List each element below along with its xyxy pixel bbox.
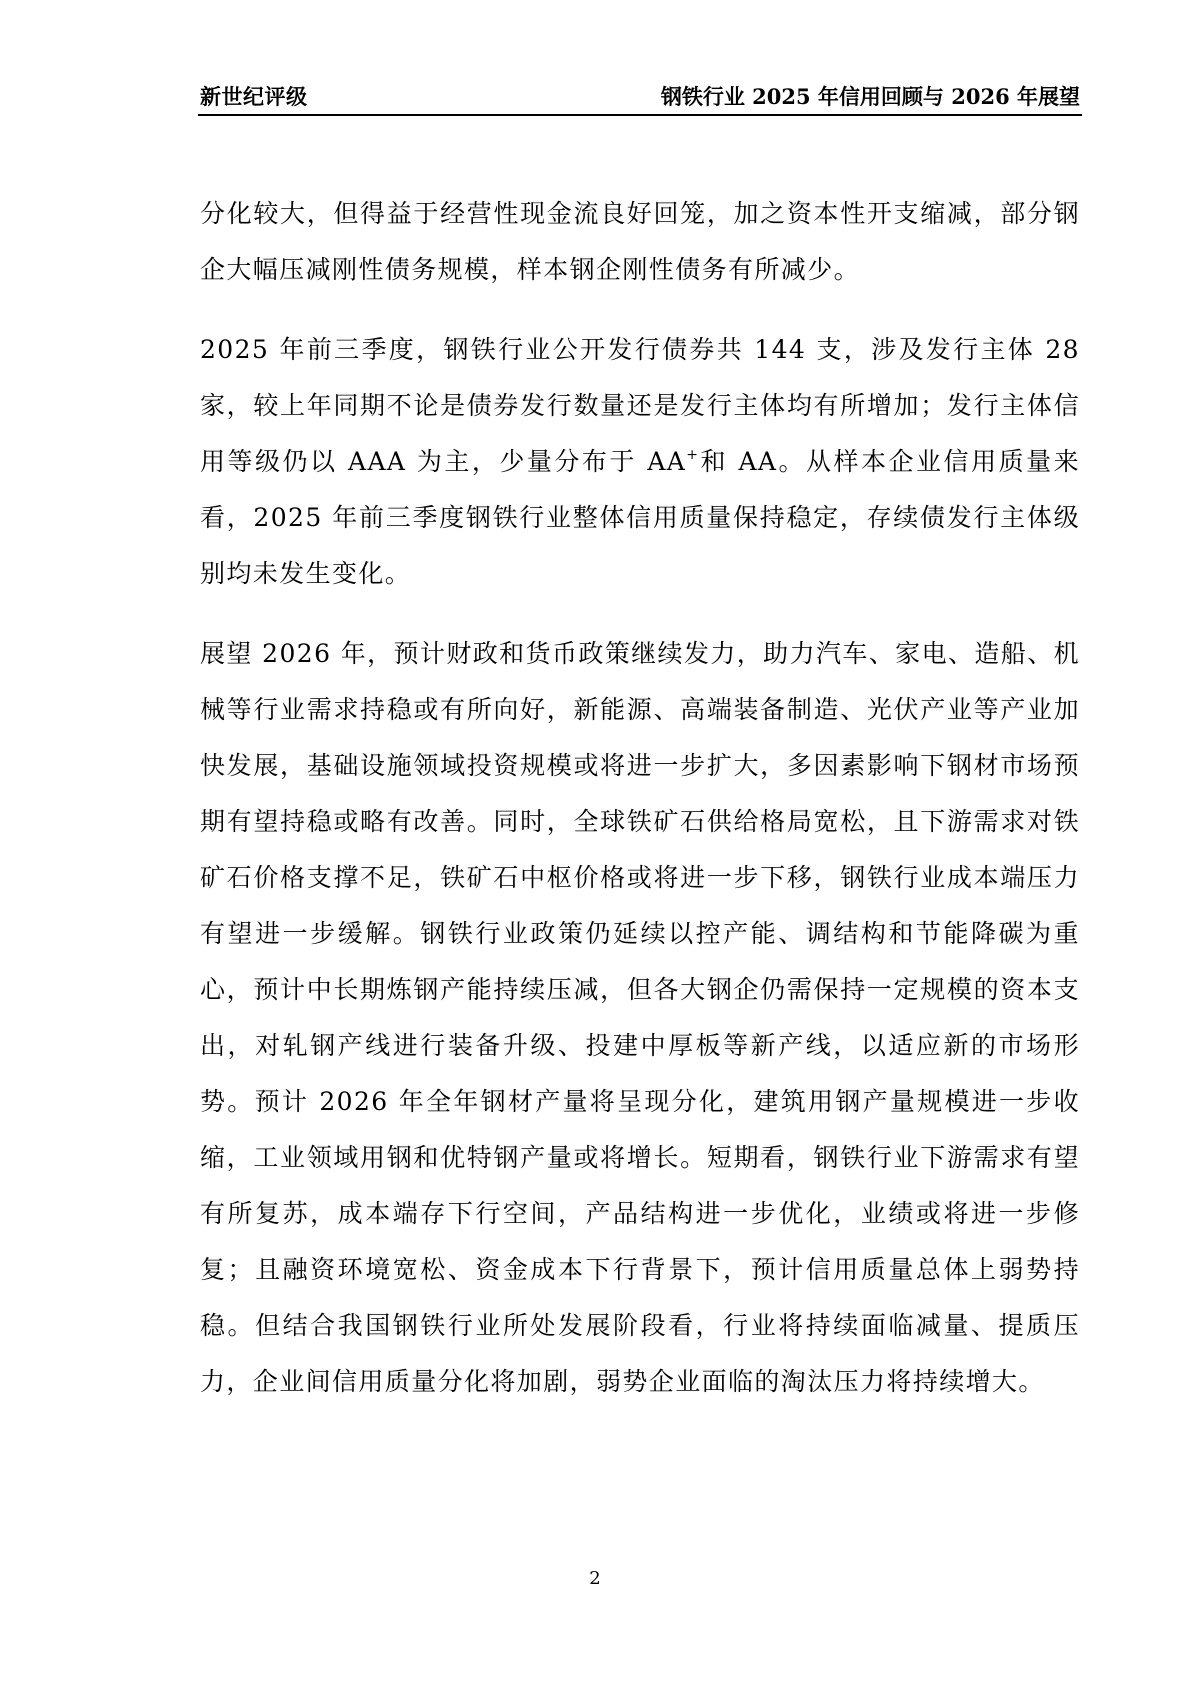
paragraph-bond-issuance [200, 322, 1080, 602]
rating-plus-superscript: + [686, 446, 700, 463]
paragraph-debt-summary: 分化较大，但得益于经营性现金流良好回笼，加之资本性开支缩减，部分钢企大幅压减刚性债务规模，样本钢企刚性债务有所减少。 [200, 199, 1080, 284]
paragraph-bond-issuance-text-2: 和 AA。从样本企业信用质量来看，2025 年前三季度钢铁行业整体信用质量保持稳定，存续债发行主体级别均未发生变化。 [200, 447, 1080, 588]
document-body [200, 186, 1080, 1434]
page-number: 2 [589, 1568, 601, 1589]
header-report-title: 钢铁行业 2025 年信用回顾与 2026 年展望 [660, 84, 1080, 109]
header-organization: 新世纪评级 [200, 85, 308, 109]
paragraph-bond-issuance-text-1: 2025 年前三季度，钢铁行业公开发行债券共 144 支，涉及发行主体 28 家，较上年同期不论是债券发行数量还是发行主体均有所增加；发行主体信用等级仍以 AAA 为主，少量分布于 AA [200, 335, 1080, 476]
page-header [198, 82, 1082, 116]
paragraph-outlook-2026: 展望 2026 年，预计财政和货币政策继续发力，助力汽车、家电、造船、机械等行业需求持稳或有所向好，新能源、高端装备制造、光伏产业等产业加快发展，基础设施领域投资规模或将进一步扩大，多因素影响下钢材市场预期有望持稳或略有改善。同时，全球铁矿石供给格局宽松，且下游需求对铁矿石价格支撑不足，铁矿石中枢价格或将进一步下移，钢铁行业成本端压力有望进一步缓解。钢铁行业政策仍延续以控产能、调结构和节能降碳为重心，预计中长期炼钢产能持续压减，但各大钢企仍需保持一定规模的资本支出，对轧钢产线进行装备升级、投建中厚板等新产线，以适应新的市场形势。预计 2026 年全年钢材产量将呈现分化，建筑用钢产量规模进一步收缩，工业领域用钢和优特钢产量或将增长。短期看，钢铁行业下游需求有望有所复苏，成本端存下行空间，产品结构进一步优化，业绩或将进一步修复；且融资环境宽松、资金成本下行背景下，预计信用质量总体上弱势持稳。但结合我国钢铁行业所处发展阶段看，行业将持续面临减量、提质压力，企业间信用质量分化将加剧，弱势企业面临的淘汰压力将持续增大。 [200, 639, 1080, 1396]
